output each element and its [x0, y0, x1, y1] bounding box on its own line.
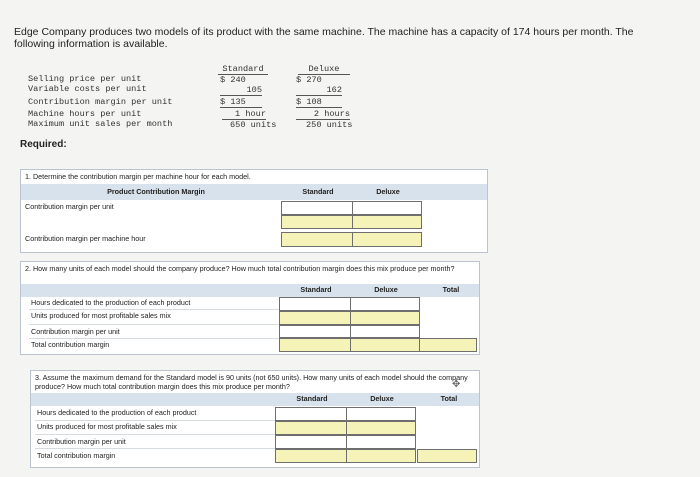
part1-col-deluxe: Deluxe: [376, 187, 400, 196]
dlx-machine-hours: 2 hours: [296, 109, 350, 120]
problem-intro: Edge Company produces two models of its product with the same machine. The machine has a capacity of 174 hours per month. The following information is available.: [14, 26, 634, 50]
required-label: Required:: [20, 139, 67, 150]
part3-panel: [30, 370, 480, 468]
std-variable-cost: 105: [220, 85, 262, 96]
part1-row-cm-hour: Contribution margin per machine hour: [25, 234, 146, 243]
part3-row-hours: Hours dedicated to the production of each product: [37, 408, 197, 417]
part2-std-total-cm-input[interactable]: [279, 338, 351, 352]
part2-row-total-cm: Total contribution margin: [31, 340, 110, 349]
info-col-deluxe: Deluxe: [298, 64, 350, 75]
std-selling-price: $ 240: [220, 75, 246, 85]
part2-row-cm-unit: Contribution margin per unit: [31, 327, 120, 336]
part1-panel: [20, 169, 488, 253]
std-contribution-margin: $ 135: [220, 97, 262, 108]
part1-dlx-blank[interactable]: [352, 215, 422, 229]
part2-std-cm-unit-input[interactable]: [279, 325, 351, 338]
info-label-1: Selling price per unit: [28, 74, 142, 84]
part2-dlx-cm-unit-input[interactable]: [350, 325, 420, 338]
part2-dlx-units-input[interactable]: [350, 311, 420, 325]
part3-col-total: Total: [440, 394, 458, 403]
part2-dlx-hours-input[interactable]: [350, 297, 420, 311]
part3-dlx-cm-unit-input[interactable]: [346, 435, 416, 449]
part2-question: 2. How many units of each model should the company produce? How much total contribution margin does this mix produce per month?: [25, 264, 455, 273]
part2-panel: [20, 261, 480, 355]
info-label-2: Variable costs per unit: [28, 84, 147, 94]
dlx-selling-price: $ 270: [296, 75, 322, 85]
part3-std-units-input[interactable]: [275, 421, 347, 435]
part1-col-standard: Standard: [302, 187, 334, 196]
part1-header-label: Product Contribution Margin: [107, 187, 205, 196]
part2-dlx-total-cm-input[interactable]: [350, 338, 420, 352]
info-label-5: Maximum unit sales per month: [28, 119, 173, 129]
part1-std-blank[interactable]: [281, 215, 353, 229]
part3-row-units: Units produced for most profitable sales mix: [37, 422, 177, 431]
part2-std-hours-input[interactable]: [279, 297, 351, 311]
part1-std-cm-unit-input[interactable]: [281, 201, 353, 215]
part1-dlx-cm-hour-input[interactable]: [352, 232, 422, 247]
info-col-standard: Standard: [218, 64, 268, 75]
part1-std-cm-hour-input[interactable]: [281, 232, 353, 247]
dlx-variable-cost: 162: [296, 85, 342, 96]
part3-std-total-cm-input[interactable]: [275, 449, 347, 463]
part3-total-cm-input[interactable]: [417, 449, 477, 463]
part3-dlx-units-input[interactable]: [346, 421, 416, 435]
part1-dlx-cm-unit-input[interactable]: [352, 201, 422, 215]
part2-total-cm-input[interactable]: [419, 338, 477, 352]
part3-std-hours-input[interactable]: [275, 407, 347, 421]
dlx-max-sales: 250 units: [306, 120, 353, 130]
part3-col-standard: Standard: [296, 394, 328, 403]
part3-row-total-cm: Total contribution margin: [37, 451, 116, 460]
part2-col-deluxe: Deluxe: [374, 285, 398, 294]
part3-row-cm-unit: Contribution margin per unit: [37, 437, 126, 446]
part3-question: 3. Assume the maximum demand for the Standard model is 90 units (not 650 units). How many units of each model should the company produce? How much total contribution margin does this mix produce per month?: [35, 373, 468, 391]
part3-dlx-hours-input[interactable]: [346, 407, 416, 421]
std-max-sales: 650 units: [230, 120, 277, 130]
info-label-3: Contribution margin per unit: [28, 97, 173, 107]
move-cursor-icon: ✥: [452, 379, 461, 390]
part2-row-units: Units produced for most profitable sales mix: [31, 311, 171, 320]
part1-question: 1. Determine the contribution margin per machine hour for each model.: [25, 172, 251, 181]
part3-std-cm-unit-input[interactable]: [275, 435, 347, 449]
part2-col-standard: Standard: [300, 285, 332, 294]
info-label-4: Machine hours per unit: [28, 109, 142, 119]
part2-col-total: Total: [442, 285, 460, 294]
part3-dlx-total-cm-input[interactable]: [346, 449, 416, 463]
part2-row-hours: Hours dedicated to the production of each product: [31, 298, 191, 307]
part3-col-deluxe: Deluxe: [370, 394, 394, 403]
part1-row-cm-unit: Contribution margin per unit: [25, 202, 114, 211]
dlx-contribution-margin: $ 108: [296, 97, 342, 108]
part2-std-units-input[interactable]: [279, 311, 351, 325]
std-machine-hours: 1 hour: [222, 109, 266, 120]
